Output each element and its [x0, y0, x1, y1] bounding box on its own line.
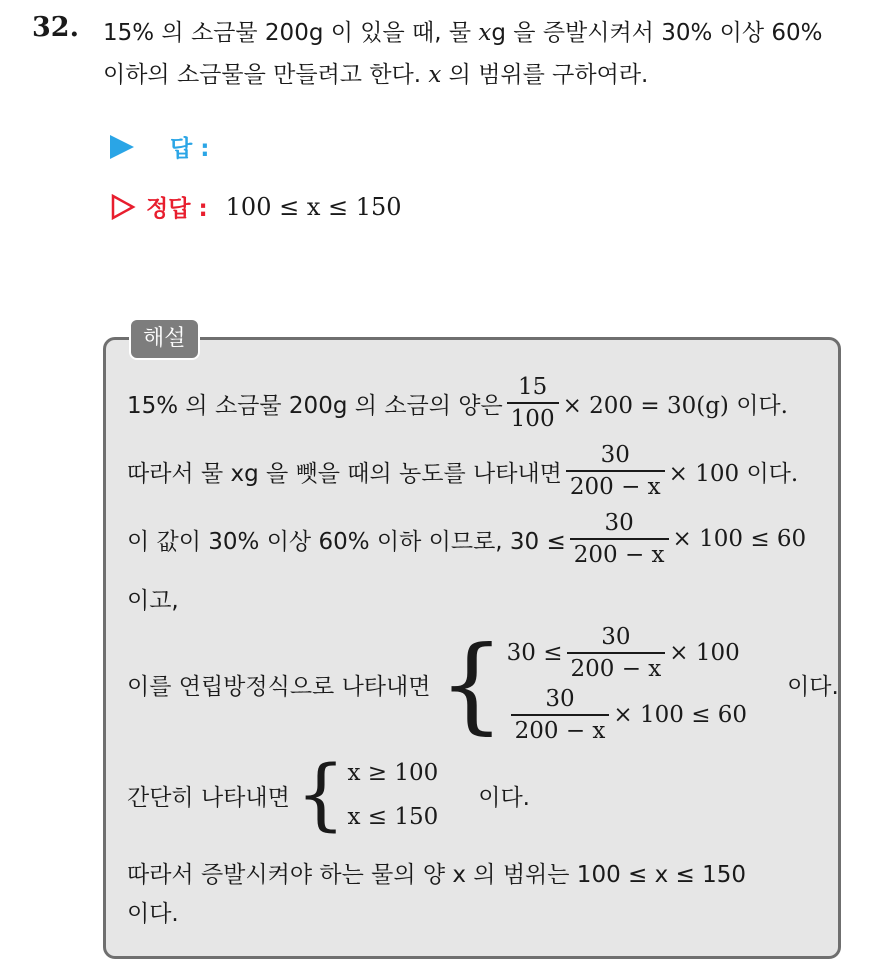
solution-line-2: [127, 440, 798, 502]
numerator: 15: [517, 374, 548, 400]
solution-line-5: [127, 622, 839, 746]
equation-row: [507, 622, 740, 684]
variable-x: x: [428, 62, 442, 88]
numerator: 30: [601, 624, 631, 650]
denominator: 200 − x: [511, 714, 610, 746]
denominator: 100: [507, 402, 559, 434]
answer-row: [110, 130, 209, 163]
equation-system: [507, 622, 747, 746]
solution-text: × 100 이다.: [668, 460, 799, 487]
numerator: 30: [604, 510, 634, 536]
inequality-row: x ≥ 100: [347, 760, 439, 786]
equation-row: [507, 684, 747, 746]
solution-text: × 200 = 30(g) 이다.: [562, 392, 788, 419]
solution-text: 따라서 물 xg 을 뺏을 때의 농도를 나타내면: [127, 460, 562, 487]
denominator: 200 − x: [567, 652, 666, 684]
question-text: g 을 증발시켜서 30% 이상 60%: [491, 20, 823, 46]
question-number: 32.: [32, 12, 79, 43]
solution-text: 이다.: [127, 901, 179, 927]
left-brace-icon: {: [295, 750, 346, 840]
question-text: 15% 의 소금물 200g 이 있을 때, 물: [103, 20, 479, 46]
fraction: [566, 440, 665, 502]
equation-text: × 100 ≤ 60: [613, 702, 748, 728]
solution-text: 간단히 나타내면: [127, 784, 290, 811]
solution-line-4: [127, 582, 179, 615]
solution-text: 15% 의 소금물 200g 의 소금의 양은: [127, 392, 503, 419]
question-text: 이하의 소금물을 만들려고 한다.: [103, 62, 429, 88]
solution-tag: 해설: [129, 318, 200, 360]
variable-x: x: [478, 20, 492, 46]
solution-line-8: [127, 895, 179, 928]
solution-line-7: [127, 856, 746, 889]
solution-line-6: [127, 750, 530, 840]
question-text: 의 범위를 구하여라.: [441, 62, 649, 88]
denominator: 200 − x: [566, 470, 665, 502]
numerator: 30: [600, 442, 630, 468]
solution-text: 이다.: [787, 673, 839, 700]
solution-line-1: [127, 372, 788, 434]
solution-text: 이다.: [478, 784, 530, 811]
solution-text: 이 값이 30% 이상 60% 이하 이므로, 30 ≤: [127, 528, 566, 555]
correct-answer-label: 정답 :: [146, 196, 208, 222]
solution-text: 따라서 증발시켜야 하는 물의 양 x 의 범위는 100 ≤ x ≤ 150: [127, 862, 747, 888]
inequality-row: x ≤ 150: [347, 804, 439, 830]
solution-line-3: [127, 508, 806, 570]
equation-text: 30 ≤: [506, 640, 563, 666]
correct-answer-row: [110, 190, 402, 223]
answer-label: 답 :: [170, 136, 210, 162]
fraction: [507, 372, 559, 434]
numerator: 30: [545, 686, 575, 712]
solution-text: 이고,: [127, 588, 179, 614]
left-brace-icon: {: [438, 623, 505, 745]
solution-text: 이를 연립방정식으로 나타내면: [127, 673, 431, 700]
play-triangle-icon: [110, 135, 134, 159]
equation-text: × 100: [669, 640, 740, 666]
question-line-1: [103, 14, 823, 47]
inequality-system: [347, 751, 438, 839]
correct-answer-value: 100 ≤ x ≤ 150: [225, 192, 402, 221]
question-line-2: [103, 56, 648, 89]
outline-triangle-icon: [110, 194, 136, 220]
fraction: [567, 622, 666, 684]
denominator: 200 − x: [570, 538, 669, 570]
solution-text: × 100 ≤ 60: [672, 526, 807, 552]
fraction: [570, 508, 669, 570]
fraction: [511, 684, 610, 746]
